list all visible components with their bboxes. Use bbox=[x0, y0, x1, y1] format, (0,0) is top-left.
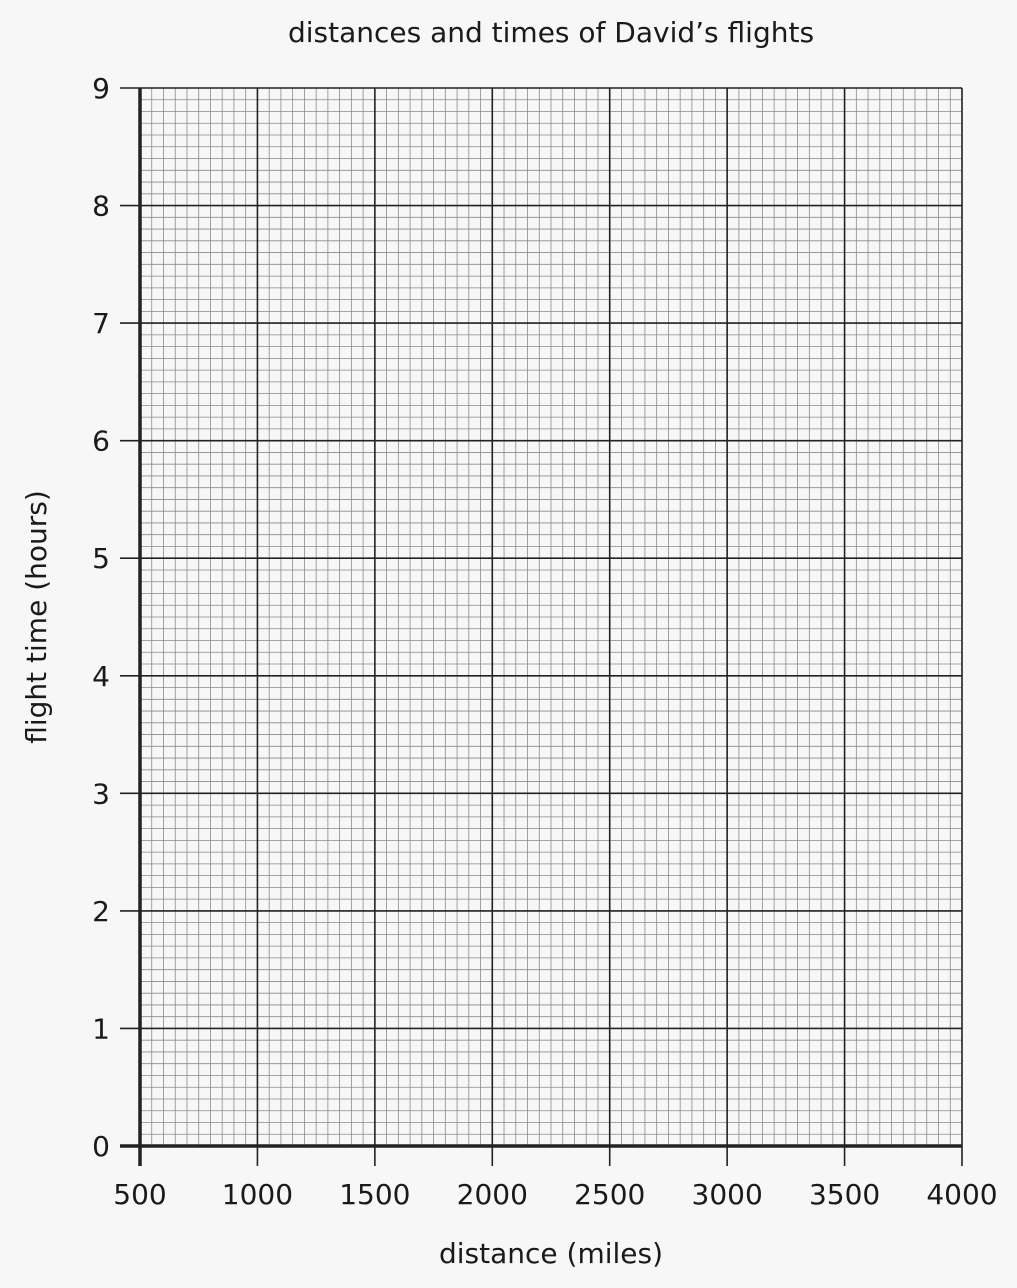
y-axis-label: flight time (hours) bbox=[20, 490, 53, 744]
x-tick-label: 500 bbox=[113, 1178, 167, 1211]
x-tick-label: 4000 bbox=[926, 1178, 998, 1211]
x-tick-label: 2500 bbox=[574, 1178, 646, 1211]
y-tick-label: 2 bbox=[92, 894, 110, 928]
x-tick-label: 1500 bbox=[339, 1178, 411, 1211]
y-tick-label: 3 bbox=[92, 777, 110, 811]
y-tick-label: 6 bbox=[92, 424, 110, 458]
y-tick-label: 0 bbox=[92, 1130, 110, 1163]
x-tick-label: 1000 bbox=[221, 1178, 294, 1211]
y-tick-label: 7 bbox=[92, 307, 110, 341]
y-tick-label: 5 bbox=[92, 542, 110, 576]
y-tick-label: 4 bbox=[92, 659, 110, 693]
y-tick-label: 1 bbox=[92, 1012, 110, 1046]
x-tick-label: 3000 bbox=[691, 1178, 763, 1211]
x-tick-label: 2000 bbox=[456, 1178, 528, 1211]
x-axis-label: distance (miles) bbox=[438, 1237, 664, 1270]
y-tick-label: 9 bbox=[92, 72, 110, 105]
y-tick-label: 8 bbox=[92, 189, 110, 223]
chart-title: distances and times of David’s flights bbox=[287, 16, 815, 49]
x-tick-label: 3500 bbox=[808, 1178, 881, 1211]
